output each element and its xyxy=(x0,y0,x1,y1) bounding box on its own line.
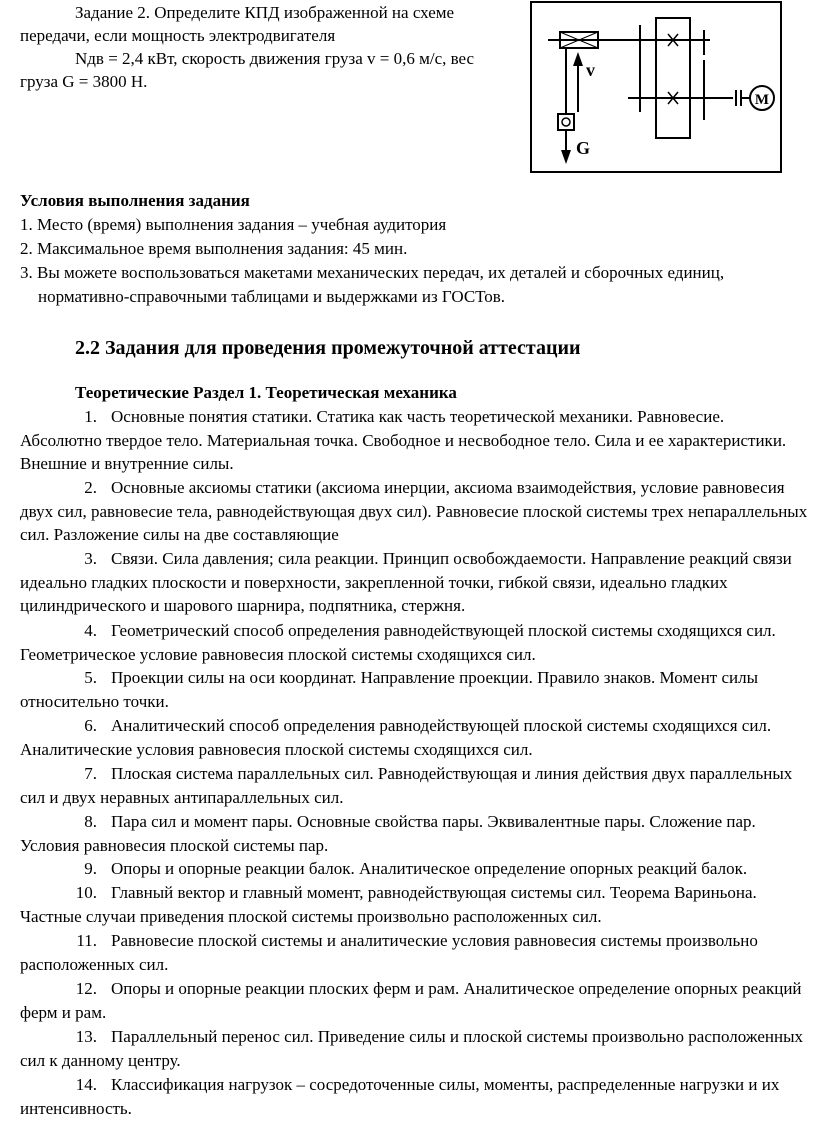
task-line-3: Nдв = 2,4 кВт, скорость движения груза v = 0,6 м/с, вес xyxy=(75,49,475,68)
gear-drive-diagram xyxy=(528,0,784,176)
list-item xyxy=(20,714,810,761)
gearbox-housing xyxy=(656,18,690,138)
list-item xyxy=(20,762,810,809)
list-item-number: 8. xyxy=(84,812,97,831)
list-item-text: Параллельный перенос сил. Приведение силы и плоской системы произвольно расположенных сил к данному центру. xyxy=(20,1027,803,1070)
section-title: 2.2 Задания для проведения промежуточной аттестации xyxy=(75,337,581,359)
list-item xyxy=(20,810,810,857)
condition-item: 3. Вы можете воспользоваться макетами механических передач, их деталей и сборочных единиц, xyxy=(20,263,725,282)
list-item xyxy=(20,881,810,928)
task-line-4: груза G = 3800 Н. xyxy=(20,72,148,91)
list-item xyxy=(20,857,810,881)
motor-label: M xyxy=(754,92,770,108)
task-line-1: Задание 2. Определите КПД изображенной на схеме xyxy=(75,3,455,22)
list-item-number: 12. xyxy=(75,979,97,998)
list-item-text: Классификация нагрузок – сосредоточенные силы, моменты, распределенные нагрузки и их интенсивность. xyxy=(20,1075,780,1118)
list-item-number: 7. xyxy=(84,764,97,783)
list-item-text: Аналитический способ определения равнодействующей плоской системы сходящихся сил. Аналитические условия равновесия плоской системы сходящихся сил. xyxy=(20,716,772,759)
list-item xyxy=(20,1073,810,1120)
list-item-text: Главный вектор и главный момент, равнодействующая системы сил. Теорема Вариньона. Частные случаи приведения плоской системы произвольно расположенных сил. xyxy=(20,883,757,926)
list-item-number: 3. xyxy=(84,549,97,568)
list-item-text: Равновесие плоской системы и аналитические условия равновесия системы произвольно расположенных сил. xyxy=(20,931,758,974)
condition-item: 1. Место (время) выполнения задания – учебная аудитория xyxy=(20,215,447,234)
list-item-text: Пара сил и момент пары. Основные свойства пары. Эквивалентные пары. Сложение пар. Условия равновесия плоской системы пар. xyxy=(20,812,756,855)
list-item xyxy=(20,405,810,476)
condition-item: 2. Максимальное время выполнения задания: 45 мин. xyxy=(20,239,408,258)
list-item-text: Геометрический способ определения равнодействующей плоской системы сходящихся сил. Геометрическое условие равновесия плоской системы сходящихся сил. xyxy=(20,621,776,664)
list-item xyxy=(20,929,810,976)
task-line-2: передачи, если мощность электродвигателя xyxy=(20,26,336,45)
list-item-number: 10. xyxy=(75,883,97,902)
list-item-number: 14. xyxy=(75,1075,97,1094)
list-item-number: 6. xyxy=(84,716,97,735)
weight-label: G xyxy=(576,138,591,158)
list-item-text: Опоры и опорные реакции плоских ферм и рам. Аналитическое определение опорных реакций ферм и рам. xyxy=(20,979,802,1022)
list-item xyxy=(20,547,810,618)
velocity-label: v xyxy=(586,60,595,80)
list-item-number: 1. xyxy=(84,407,97,426)
section-subtitle: Теоретические Раздел 1. Теоретическая механика xyxy=(75,383,457,402)
velocity-arrowhead xyxy=(573,52,583,66)
list-item xyxy=(20,619,810,666)
list-item-text: Проекции силы на оси координат. Направление проекции. Правило знаков. Момент силы относительно точки. xyxy=(20,668,759,711)
conditions-title: Условия выполнения задания xyxy=(20,191,250,210)
list-item-text: Основные аксиомы статики (аксиома инерции, аксиома взаимодействия, условие равновесия двух сил, равновесие тела, равнодействующая двух сил). Равновесие плоской системы трех непараллельных сил. Разложение силы на две составляющие xyxy=(20,478,808,545)
list-item-number: 4. xyxy=(84,621,97,640)
list-item xyxy=(20,1025,810,1072)
list-item-text: Опоры и опорные реакции балок. Аналитическое определение опорных реакций балок. xyxy=(111,859,748,878)
list-item xyxy=(20,977,810,1024)
list-item-number: 13. xyxy=(75,1027,97,1046)
load-block xyxy=(558,114,574,130)
list-item-text: Связи. Сила давления; сила реакции. Принцип освобождаемости. Направление реакций связи идеально гладких плоскости и поверхности, закрепленной точки, гибкой связи, идеально гладких цилиндрического и шарового шарнира, подпятника, стержня. xyxy=(20,549,792,616)
list-item xyxy=(20,476,810,547)
list-item-number: 5. xyxy=(84,668,97,687)
list-item-number: 9. xyxy=(84,859,97,878)
weight-arrowhead xyxy=(561,150,571,164)
list-item xyxy=(20,666,810,713)
list-item-text: Основные понятия статики. Статика как часть теоретической механики. Равновесие. Абсолютно твердое тело. Материальная точка. Свободное и несвободное тело. Сила и ее характеристики. Внешние и внутренние силы. xyxy=(20,407,787,474)
list-item-number: 2. xyxy=(84,478,97,497)
condition-item-continuation: нормативно-справочными таблицами и выдержками из ГОСТов. xyxy=(38,287,506,306)
list-item-number: 11. xyxy=(76,931,97,950)
list-item-text: Плоская система параллельных сил. Равнодействующая и линия действия двух параллельных сил и двух неравных антипараллельных сил. xyxy=(20,764,793,807)
